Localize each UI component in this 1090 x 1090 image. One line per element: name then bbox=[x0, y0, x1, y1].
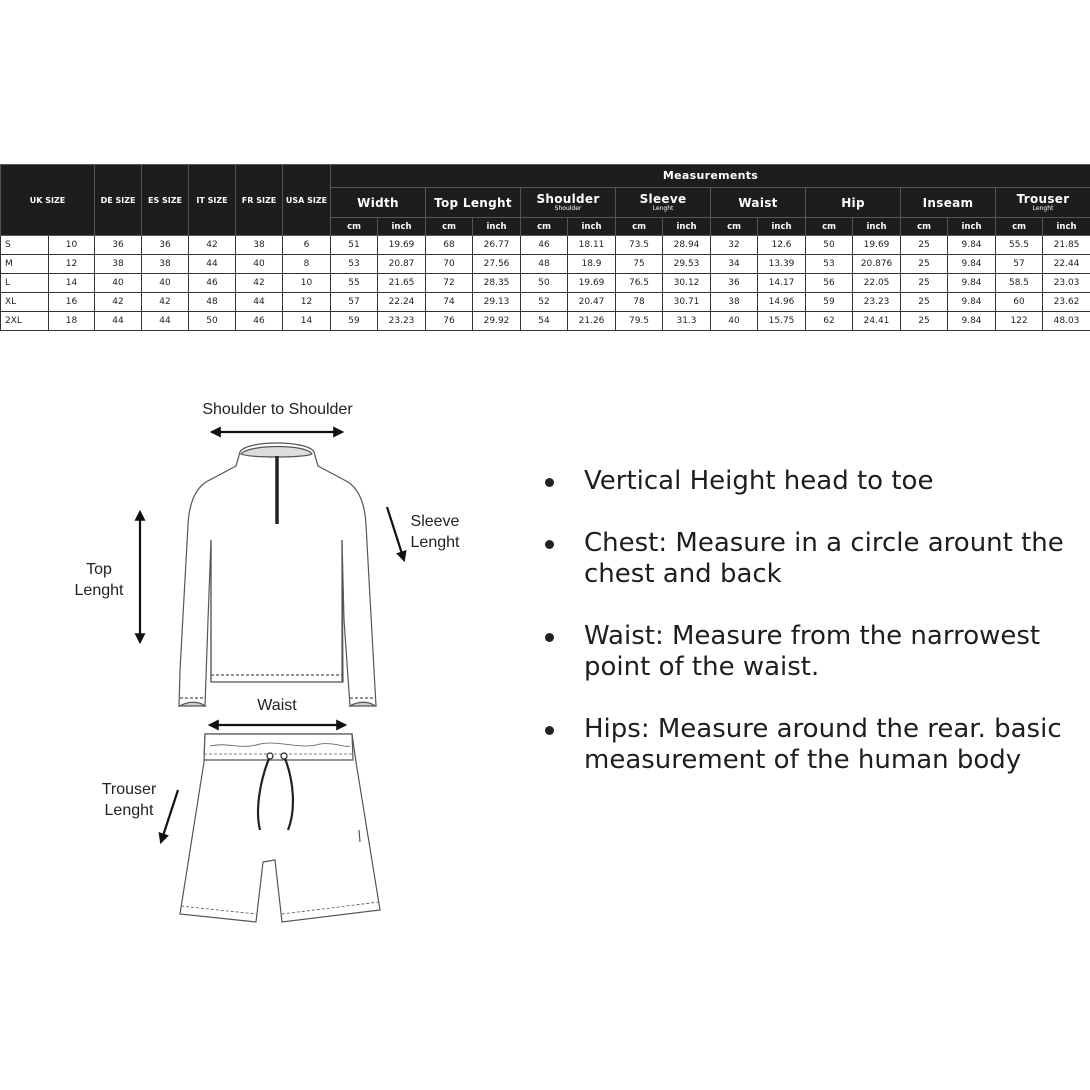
note-text: Chest: Measure in a circle arount the chest and back bbox=[584, 528, 1064, 589]
table-cell: 9.84 bbox=[948, 274, 996, 293]
size-label-cell: S bbox=[1, 236, 49, 255]
table-cell: 19.69 bbox=[378, 236, 426, 255]
table-cell: 16 bbox=[49, 293, 95, 312]
group-label: Hip bbox=[841, 195, 865, 210]
unit-inch-header: inch bbox=[663, 218, 711, 236]
size-label-cell: M bbox=[1, 255, 49, 274]
group-label: Top Lenght bbox=[434, 195, 512, 210]
unit-inch-header: inch bbox=[853, 218, 901, 236]
table-row bbox=[1, 274, 1090, 293]
table-cell: 34 bbox=[711, 255, 758, 274]
note-text: Hips: Measure around the rear. basic measurement of the human body bbox=[584, 714, 1062, 775]
measurement-group-header bbox=[806, 187, 901, 217]
top-length-label bbox=[64, 559, 134, 601]
table-cell: 22.24 bbox=[378, 293, 426, 312]
table-cell: 30.12 bbox=[663, 274, 711, 293]
table-cell: 14.17 bbox=[758, 274, 806, 293]
measurement-notes-list bbox=[540, 466, 1070, 807]
table-cell: 12 bbox=[49, 255, 95, 274]
table-cell: 9.84 bbox=[948, 236, 996, 255]
table-cell: 18.11 bbox=[568, 236, 616, 255]
bullet-icon bbox=[545, 540, 554, 549]
fr-size-header: FR SIZE bbox=[236, 165, 283, 236]
table-cell: 57 bbox=[331, 293, 378, 312]
table-cell: 28.35 bbox=[473, 274, 521, 293]
table-cell: 23.62 bbox=[1043, 293, 1090, 312]
table-cell: 9.84 bbox=[948, 293, 996, 312]
note-item bbox=[540, 714, 1070, 776]
table-cell: 14 bbox=[283, 312, 331, 331]
table-row bbox=[1, 312, 1090, 331]
table-cell: 28.94 bbox=[663, 236, 711, 255]
table-cell: 38 bbox=[236, 236, 283, 255]
table-cell: 57 bbox=[996, 255, 1043, 274]
table-cell: 48 bbox=[521, 255, 568, 274]
table-cell: 73.5 bbox=[616, 236, 663, 255]
trouser-length-label-line1: Trouser bbox=[101, 781, 157, 798]
table-cell: 31.3 bbox=[663, 312, 711, 331]
table-cell: 122 bbox=[996, 312, 1043, 331]
table-cell: 27.56 bbox=[473, 255, 521, 274]
table-cell: 40 bbox=[142, 274, 189, 293]
table-cell: 55.5 bbox=[996, 236, 1043, 255]
unit-cm-header: cm bbox=[426, 218, 473, 236]
bullet-icon bbox=[545, 478, 554, 487]
garment-illustration bbox=[60, 390, 480, 950]
table-cell: 30.71 bbox=[663, 293, 711, 312]
unit-cm-header: cm bbox=[521, 218, 568, 236]
note-item bbox=[540, 621, 1070, 683]
table-cell: 38 bbox=[95, 255, 142, 274]
de-size-header: DE SIZE bbox=[95, 165, 142, 236]
unit-cm-header: cm bbox=[331, 218, 378, 236]
table-cell: 38 bbox=[142, 255, 189, 274]
top-length-label-line2: Lenght bbox=[74, 582, 124, 599]
table-cell: 12.6 bbox=[758, 236, 806, 255]
note-text: Waist: Measure from the narrowest point of the waist. bbox=[584, 621, 1041, 682]
top-length-label-line1: Top bbox=[86, 561, 112, 578]
size-table-body bbox=[1, 236, 1090, 331]
table-cell: 36 bbox=[95, 236, 142, 255]
table-cell: 53 bbox=[806, 255, 853, 274]
table-cell: 8 bbox=[283, 255, 331, 274]
table-cell: 50 bbox=[806, 236, 853, 255]
group-label: Inseam bbox=[922, 195, 974, 210]
table-cell: 21.85 bbox=[1043, 236, 1090, 255]
table-cell: 44 bbox=[189, 255, 236, 274]
note-text: Vertical Height head to toe bbox=[584, 466, 934, 496]
table-cell: 56 bbox=[806, 274, 853, 293]
table-cell: 74 bbox=[426, 293, 473, 312]
table-cell: 62 bbox=[806, 312, 853, 331]
table-cell: 40 bbox=[236, 255, 283, 274]
trouser-length-label-line2: Lenght bbox=[104, 802, 154, 819]
unit-cm-header: cm bbox=[806, 218, 853, 236]
table-cell: 22.05 bbox=[853, 274, 901, 293]
table-cell: 9.84 bbox=[948, 255, 996, 274]
table-cell: 58.5 bbox=[996, 274, 1043, 293]
table-cell: 22.44 bbox=[1043, 255, 1090, 274]
table-cell: 38 bbox=[711, 293, 758, 312]
table-cell: 19.69 bbox=[853, 236, 901, 255]
table-cell: 21.65 bbox=[378, 274, 426, 293]
table-cell: 40 bbox=[95, 274, 142, 293]
table-cell: 9.84 bbox=[948, 312, 996, 331]
table-cell: 75 bbox=[616, 255, 663, 274]
uk-size-header: UK SIZE bbox=[1, 165, 95, 236]
table-cell: 50 bbox=[189, 312, 236, 331]
table-cell: 79.5 bbox=[616, 312, 663, 331]
table-cell: 72 bbox=[426, 274, 473, 293]
table-row bbox=[1, 236, 1090, 255]
table-cell: 44 bbox=[95, 312, 142, 331]
table-cell: 15.75 bbox=[758, 312, 806, 331]
table-cell: 52 bbox=[521, 293, 568, 312]
table-cell: 48 bbox=[189, 293, 236, 312]
unit-inch-header: inch bbox=[948, 218, 996, 236]
table-row bbox=[1, 255, 1090, 274]
group-label: Sleeve bbox=[639, 192, 687, 207]
note-item bbox=[540, 528, 1070, 590]
table-cell: 59 bbox=[331, 312, 378, 331]
group-label: Waist bbox=[738, 195, 778, 210]
table-cell: 46 bbox=[189, 274, 236, 293]
table-cell: 10 bbox=[49, 236, 95, 255]
shorts-icon bbox=[180, 734, 380, 922]
group-sublabel: Lenght bbox=[1032, 205, 1054, 213]
table-cell: 42 bbox=[236, 274, 283, 293]
group-label: Width bbox=[357, 195, 399, 210]
table-cell: 18.9 bbox=[568, 255, 616, 274]
table-cell: 59 bbox=[806, 293, 853, 312]
measurement-group-header bbox=[996, 187, 1090, 217]
table-cell: 23.03 bbox=[1043, 274, 1090, 293]
table-cell: 60 bbox=[996, 293, 1043, 312]
unit-inch-header: inch bbox=[1043, 218, 1090, 236]
unit-cm-header: cm bbox=[996, 218, 1043, 236]
table-cell: 46 bbox=[521, 236, 568, 255]
measurements-header: Measurements bbox=[331, 165, 1090, 188]
measurement-group-header bbox=[616, 187, 711, 217]
table-cell: 76.5 bbox=[616, 274, 663, 293]
size-label-cell: XL bbox=[1, 293, 49, 312]
table-cell: 23.23 bbox=[378, 312, 426, 331]
table-cell: 24.41 bbox=[853, 312, 901, 331]
table-cell: 25 bbox=[901, 293, 948, 312]
garment-measurement-diagram bbox=[60, 390, 480, 950]
table-cell: 50 bbox=[521, 274, 568, 293]
table-cell: 6 bbox=[283, 236, 331, 255]
measurement-group-header bbox=[901, 187, 996, 217]
unit-cm-header: cm bbox=[616, 218, 663, 236]
table-cell: 25 bbox=[901, 236, 948, 255]
sleeve-label bbox=[400, 511, 470, 553]
unit-inch-header: inch bbox=[568, 218, 616, 236]
measurement-group-header bbox=[331, 187, 426, 217]
table-cell: 20.87 bbox=[378, 255, 426, 274]
sleeve-label-line2: Lenght bbox=[410, 534, 460, 551]
table-cell: 25 bbox=[901, 274, 948, 293]
group-label: Trouser bbox=[1016, 192, 1070, 207]
table-cell: 19.69 bbox=[568, 274, 616, 293]
table-cell: 48.03 bbox=[1043, 312, 1090, 331]
table-cell: 40 bbox=[711, 312, 758, 331]
table-cell: 14 bbox=[49, 274, 95, 293]
trouser-length-label bbox=[94, 779, 164, 821]
group-sublabel: Shoulder bbox=[554, 205, 582, 213]
table-cell: 29.53 bbox=[663, 255, 711, 274]
note-item bbox=[540, 466, 1070, 497]
table-cell: 70 bbox=[426, 255, 473, 274]
table-cell: 42 bbox=[142, 293, 189, 312]
table-cell: 76 bbox=[426, 312, 473, 331]
table-cell: 26.77 bbox=[473, 236, 521, 255]
measurement-group-header bbox=[521, 187, 616, 217]
table-cell: 42 bbox=[95, 293, 142, 312]
group-sublabel: Lenght bbox=[652, 205, 674, 213]
unit-inch-header: inch bbox=[758, 218, 806, 236]
table-cell: 44 bbox=[236, 293, 283, 312]
table-cell: 44 bbox=[142, 312, 189, 331]
table-cell: 13.39 bbox=[758, 255, 806, 274]
table-cell: 18 bbox=[49, 312, 95, 331]
usa-size-header: USA SIZE bbox=[283, 165, 331, 236]
es-size-header: ES SIZE bbox=[142, 165, 189, 236]
table-cell: 12 bbox=[283, 293, 331, 312]
table-cell: 25 bbox=[901, 312, 948, 331]
bullet-icon bbox=[545, 726, 554, 735]
table-cell: 20.876 bbox=[853, 255, 901, 274]
table-cell: 51 bbox=[331, 236, 378, 255]
bullet-icon bbox=[545, 633, 554, 642]
shoulder-label: Shoulder to Shoulder bbox=[202, 401, 353, 418]
table-cell: 36 bbox=[142, 236, 189, 255]
size-chart-table bbox=[0, 164, 1090, 331]
table-cell: 46 bbox=[236, 312, 283, 331]
sleeve-label-line1: Sleeve bbox=[410, 513, 460, 530]
unit-inch-header: inch bbox=[473, 218, 521, 236]
table-cell: 20.47 bbox=[568, 293, 616, 312]
table-cell: 29.13 bbox=[473, 293, 521, 312]
table-cell: 54 bbox=[521, 312, 568, 331]
table-cell: 68 bbox=[426, 236, 473, 255]
size-label-cell: 2XL bbox=[1, 312, 49, 331]
table-cell: 53 bbox=[331, 255, 378, 274]
waist-label: Waist bbox=[257, 697, 297, 714]
measurement-group-header bbox=[426, 187, 521, 217]
table-cell: 42 bbox=[189, 236, 236, 255]
table-cell: 23.23 bbox=[853, 293, 901, 312]
table-cell: 21.26 bbox=[568, 312, 616, 331]
size-label-cell: L bbox=[1, 274, 49, 293]
unit-cm-header: cm bbox=[711, 218, 758, 236]
group-label: Shoulder bbox=[536, 192, 600, 207]
table-cell: 36 bbox=[711, 274, 758, 293]
table-cell: 10 bbox=[283, 274, 331, 293]
table-cell: 32 bbox=[711, 236, 758, 255]
unit-cm-header: cm bbox=[901, 218, 948, 236]
table-cell: 14.96 bbox=[758, 293, 806, 312]
measurement-group-header bbox=[711, 187, 806, 217]
it-size-header: IT SIZE bbox=[189, 165, 236, 236]
table-cell: 29.92 bbox=[473, 312, 521, 331]
table-cell: 55 bbox=[331, 274, 378, 293]
table-row bbox=[1, 293, 1090, 312]
table-cell: 78 bbox=[616, 293, 663, 312]
table-cell: 25 bbox=[901, 255, 948, 274]
unit-inch-header: inch bbox=[378, 218, 426, 236]
